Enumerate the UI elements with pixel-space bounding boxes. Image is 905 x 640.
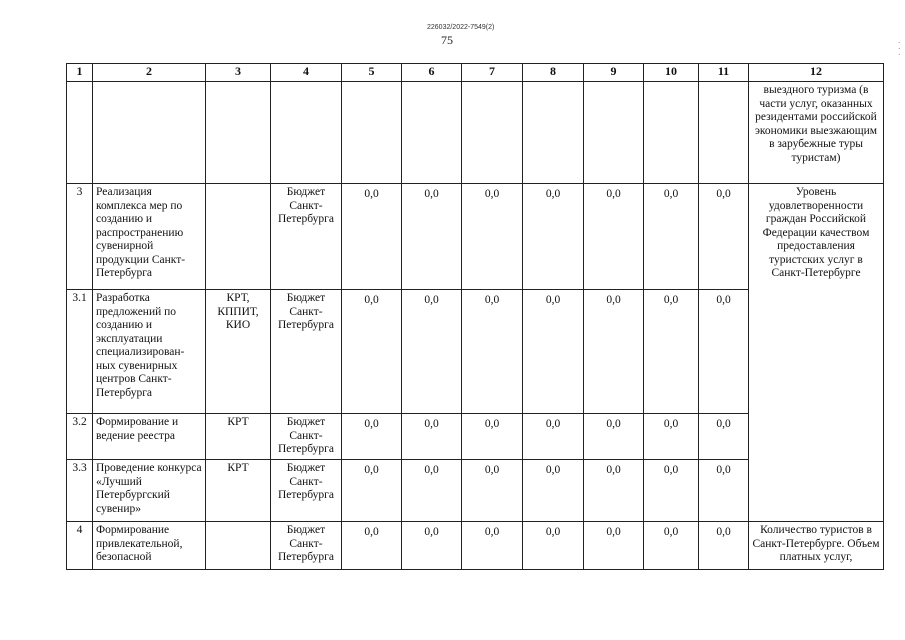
table-cell [271,82,342,184]
value-cell: 0,0 [462,460,523,522]
table-cell [67,82,93,184]
value-cell: 0,0 [523,460,584,522]
indicator-tourist-count: Количество туристов в Санкт-Петербурге. Объем платных услуг, [749,522,884,570]
funding-source: Бюджет Санкт-Петербурга [271,414,342,460]
table-row-continuation [67,82,884,184]
value-cell: 0,0 [402,460,462,522]
indicator-continuation-text: выездного туризма (в части услуг, оказанных резидентами российской экономики выезжающим в зарубежные туры туристам) [749,82,884,184]
row-number: 3.2 [67,414,93,460]
funding-source: Бюджет Санкт-Петербурга [271,460,342,522]
header-row [67,64,884,82]
funding-source: Бюджет Санкт-Петербурга [271,184,342,290]
value-cell: 0,0 [699,460,749,522]
header-col-8: 8 [523,64,584,82]
header-col-12: 12 [749,64,884,82]
document-code: 226032/2022-7549(2) [427,24,495,31]
value-cell: 0,0 [584,290,644,414]
value-cell: 0,0 [342,414,402,460]
header-col-10: 10 [644,64,699,82]
header-col-11: 11 [699,64,749,82]
header-col-1: 1 [67,64,93,82]
executor [206,522,271,570]
funding-source: Бюджет Санкт-Петербурга [271,290,342,414]
activity-name: Реализация комплекса мер по созданию и распространению сувенирной продукции Санкт-Петербурга [93,184,206,290]
indicator-satisfaction: Уровень удовлетворенности граждан Российской Федерации качеством предоставления туристских услуг в Санкт-Петербурге [749,184,884,522]
value-cell: 0,0 [402,290,462,414]
header-col-9: 9 [584,64,644,82]
value-cell: 0,0 [644,460,699,522]
table-cell [342,82,402,184]
value-cell: 0,0 [342,184,402,290]
table-row [67,522,884,570]
value-cell: 0,0 [523,184,584,290]
value-cell: 0,0 [644,290,699,414]
table-cell [584,82,644,184]
value-cell: 0,0 [584,184,644,290]
table-cell [699,82,749,184]
table-row [67,184,884,290]
value-cell: 0,0 [699,414,749,460]
table-cell [523,82,584,184]
table-cell [206,82,271,184]
value-cell: 0,0 [699,522,749,570]
header-col-5: 5 [342,64,402,82]
value-cell: 0,0 [584,522,644,570]
executor [206,184,271,290]
table-cell [93,82,206,184]
activity-name: Формирование привлекательной, безопасной [93,522,206,570]
value-cell: 0,0 [523,522,584,570]
value-cell: 0,0 [699,290,749,414]
value-cell: 0,0 [342,522,402,570]
value-cell: 0,0 [644,184,699,290]
value-cell: 0,0 [462,414,523,460]
value-cell: 0,0 [402,522,462,570]
value-cell: 0,0 [342,460,402,522]
value-cell: 0,0 [644,414,699,460]
row-number: 3 [67,184,93,290]
executor: КРТ, КППИТ, КИО [206,290,271,414]
value-cell: 0,0 [462,522,523,570]
executor: КРТ [206,460,271,522]
table-cell [402,82,462,184]
header-col-7: 7 [462,64,523,82]
value-cell: 0,0 [584,414,644,460]
activity-name: Проведение конкурса «Лучший Петербургский сувенир» [93,460,206,522]
funding-source: Бюджет Санкт-Петербурга [271,522,342,570]
value-cell: 0,0 [462,290,523,414]
row-number: 3.1 [67,290,93,414]
value-cell: 0,0 [402,184,462,290]
value-cell: 0,0 [342,290,402,414]
value-cell: 0,0 [523,414,584,460]
executor: КРТ [206,414,271,460]
value-cell: 0,0 [462,184,523,290]
table-cell [644,82,699,184]
header-col-3: 3 [206,64,271,82]
scan-edge-mark: · · · [898,39,901,59]
row-number: 4 [67,522,93,570]
value-cell: 0,0 [584,460,644,522]
activity-name: Разработка предложений по созданию и эксплуатации специализирован-ных сувенирных центров Санкт-Петербурга [93,290,206,414]
program-table [66,63,884,570]
header-col-4: 4 [271,64,342,82]
value-cell: 0,0 [523,290,584,414]
header-col-2: 2 [93,64,206,82]
activity-name: Формирование и ведение реестра [93,414,206,460]
value-cell: 0,0 [644,522,699,570]
header-col-6: 6 [402,64,462,82]
row-number: 3.3 [67,460,93,522]
value-cell: 0,0 [699,184,749,290]
page-number: 75 [441,33,453,47]
table-cell [462,82,523,184]
value-cell: 0,0 [402,414,462,460]
